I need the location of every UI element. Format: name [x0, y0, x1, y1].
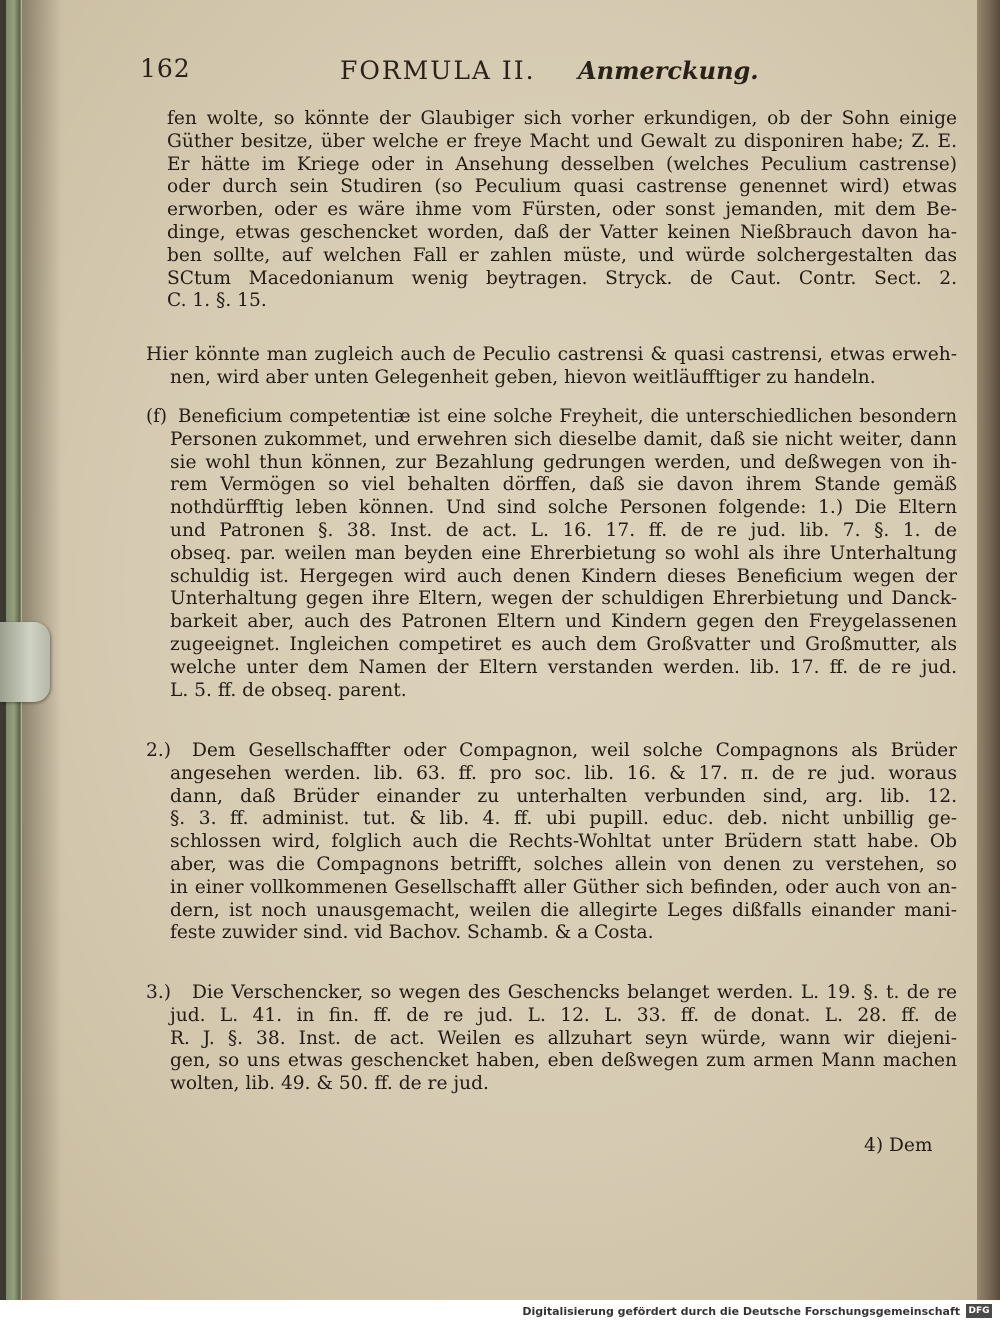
book-page [22, 0, 977, 1300]
text-line: sie wohl thun können, zur Bezahlung gedrungen werden, und deßwegen von ih- [170, 451, 957, 473]
text-line: feste zuwider sind. vid Bachov. Schamb. & a Costa. [170, 922, 654, 944]
text-line: Güther besitze, über welche er freye Macht und Gewalt zu disponiren habe; Z. E. [167, 130, 957, 152]
text-line: barkeit aber, auch des Patronen Eltern und Kindern gegen den Freygelassenen [170, 611, 957, 633]
text-line: Hier könnte man zugleich auch de Peculio castrensi & quasi castrensi, etwas erweh- [146, 344, 957, 365]
text-line: oder durch sein Studiren (so Peculium quasi castrense genennet wird) etwas [167, 176, 957, 198]
text-line: fen wolte, so könnte der Glaubiger sich vorher erkundigen, ob der Sohn einige [167, 108, 957, 129]
clip-tab [0, 622, 50, 702]
running-title: FORMULA II. [340, 56, 536, 85]
text-line: wolten, lib. 49. & 50. ff. de re jud. [170, 1073, 489, 1095]
footnote-label: (f) [146, 406, 168, 427]
text-line: Beneficium competentiæ ist eine solche Freyheit, die unterschiedlichen besondern [178, 406, 957, 427]
paragraph-continuation [167, 108, 957, 313]
text-line: schlossen wird, folglich auch die Rechts-Wohltat unter Brüdern statt habe. Ob [170, 831, 957, 853]
item-number: 2.) [146, 740, 171, 761]
text-line: dinge, etwas geschencket worden, daß der Vatter keinen Nießbrauch davon ha- [167, 221, 957, 243]
dfg-logo-icon: DFG [966, 1304, 992, 1318]
text-line: L. 5. ff. de obseq. parent. [170, 679, 407, 701]
text-line: aber, was die Compagnons betrifft, solches allein von denen zu verstehen, so [170, 853, 957, 875]
text-line: zugeeignet. Ingleichen competiret es auch dem Großvatter und Großmutter, als [170, 633, 957, 655]
text-line: Unterhaltung gegen ihre Eltern, wegen der schuldigen Ehrerbietung und Danck- [170, 588, 957, 610]
text-line: gen, so uns etwas geschencket haben, eben deßwegen zum armen Mann machen [170, 1050, 957, 1072]
text-line: welche unter dem Namen der Eltern verstanden werden. lib. 17. ff. de re jud. [170, 656, 957, 678]
item-number: 3.) [146, 982, 171, 1003]
text-line: C. 1. §. 15. [167, 290, 267, 312]
text-line: Dem Gesellschaffter oder Compagnon, weil solche Compagnons als Brüder [192, 740, 957, 761]
running-subtitle: Anmerckung. [578, 56, 759, 85]
text-line: rem Vermögen so viel behalten dörffen, daß sie davon ihrem Stande gemäß [170, 474, 957, 496]
text-line: angesehen werden. lib. 63. ff. pro soc. lib. 16. & 17. π. de re jud. woraus [170, 762, 957, 784]
text-line: §. 3. ff. administ. tut. & lib. 4. ff. ubi pupill. educ. deb. nicht unbillig ge- [170, 808, 957, 830]
text-line: nothdürfftig leben können. Und sind solche Personen folgende: 1.) Die Eltern [170, 497, 957, 519]
text-line: erworben, oder es wäre ihme vom Fürsten, oder sonst jemanden, mit dem Be- [167, 199, 957, 221]
text-line: jud. L. 41. in fin. ff. de re jud. L. 12. L. 33. ff. de donat. L. 28. ff. de [170, 1004, 957, 1026]
text-line: SCtum Macedonianum wenig beytragen. Stryck. de Caut. Contr. Sect. 2. [167, 267, 957, 289]
text-line: obseq. par. weilen man beyden eine Ehrerbietung so wohl als ihre Unterhaltung [170, 542, 957, 564]
text-line: schuldig ist. Hergegen wird auch denen Kindern dieses Beneficium wegen der [170, 565, 957, 587]
text-line: dern, ist noch unausgemacht, weilen die allegirte Leges dißfalls einander mani- [170, 899, 957, 921]
list-item-3 [146, 982, 957, 1096]
text-line: in einer vollkommenen Gesellschafft aller Güther sich befinden, oder auch von an- [170, 876, 957, 898]
catchword: 4) Dem [864, 1135, 933, 1156]
text-line: ben sollte, auf welchen Fall er zahlen müste, und würde solchergestalten das [167, 244, 957, 266]
page-number: 162 [140, 54, 191, 83]
text-line: dann, daß Brüder einander zu unterhalten verbunden sind, arg. lib. 12. [170, 785, 957, 807]
paragraph-peculio [146, 344, 957, 390]
digitization-footer [0, 1300, 1000, 1324]
text-line: und Patronen §. 38. Inst. de act. L. 16. 17. ff. de re jud. lib. 7. §. 1. de [170, 519, 957, 541]
text-line: Personen zukommet, und erwehren sich dieselbe damit, daß sie nicht weiter, dann [170, 428, 957, 450]
list-item-2 [146, 740, 957, 945]
text-line: R. J. §. 38. Inst. de act. Weilen es allzuhart seyn würde, wann wir diejeni- [170, 1027, 957, 1049]
text-line: Die Verschencker, so wegen des Geschencks belanget werden. L. 19. §. t. de re [192, 982, 957, 1003]
page-header [22, 54, 977, 94]
footnote-f [146, 406, 957, 702]
text-line: nen, wird aber unten Gelegenheit geben, hievon weitläufftiger zu handeln. [170, 366, 876, 388]
text-line: Er hätte im Kriege oder in Ansehung desselben (welches Peculium castrense) [167, 153, 957, 175]
footer-credit: Digitalisierung gefördert durch die Deutsche Forschungsgemeinschaft [522, 1305, 960, 1318]
